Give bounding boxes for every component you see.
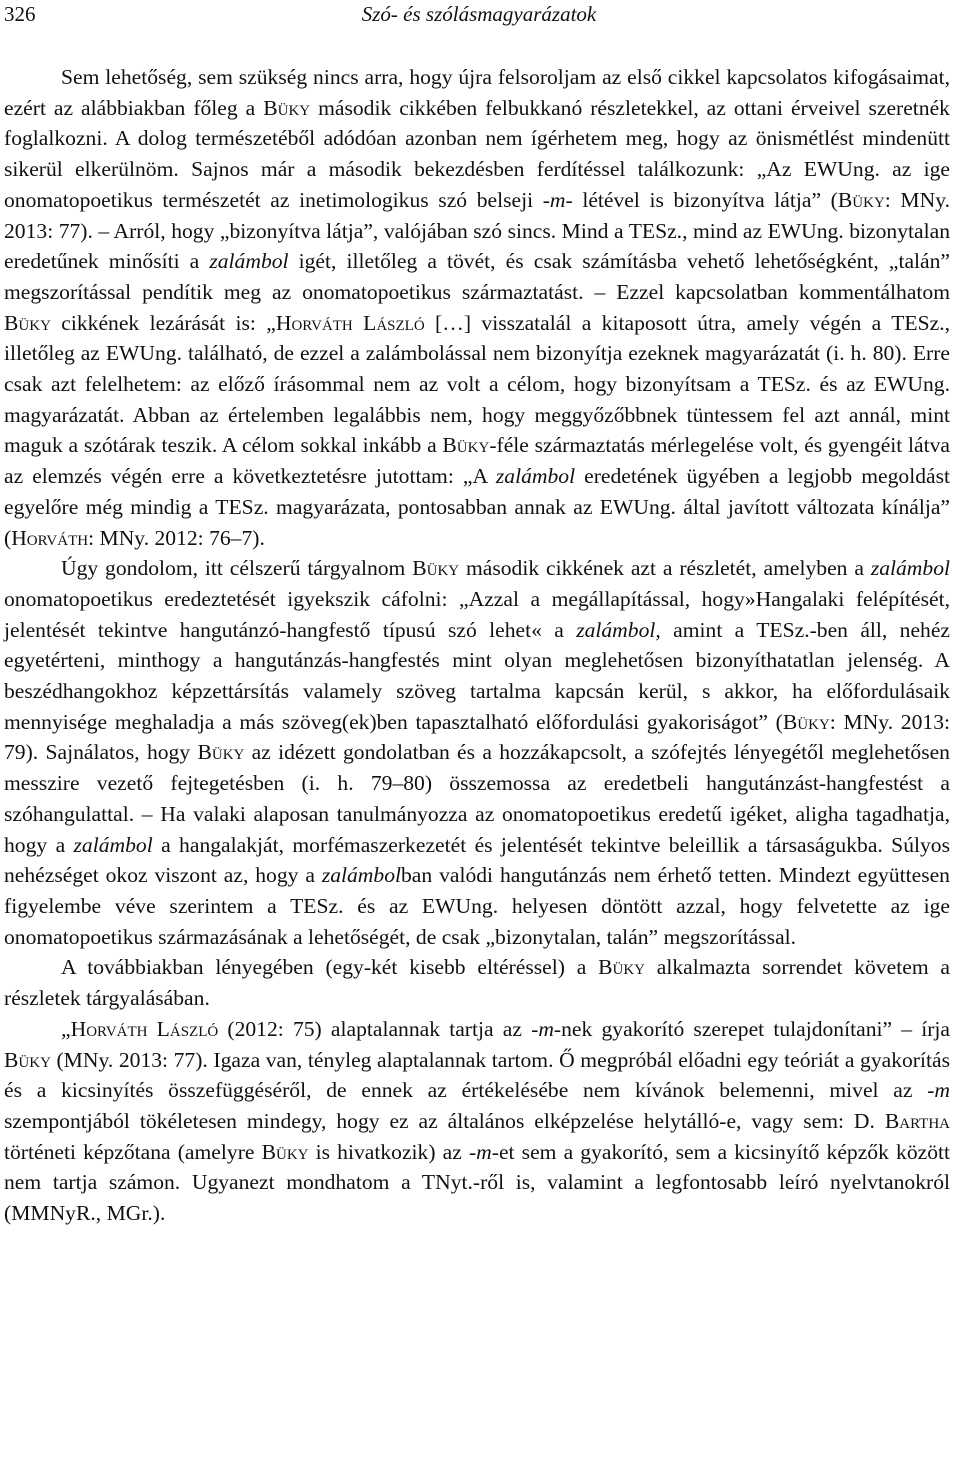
text-run: Úgy gondolom, itt célszerű tárgyalnom [61,556,413,581]
italic-term: zalámbol, [576,617,661,642]
text-run: -féle származtatás mérlegelése volt, és gyengéit látva az elemzés végén erre a következtetésre jutottam: „A [4,433,950,489]
text-run: második cikkében felbukkanó részletekkel, az ottani érveivel szeretnék foglalkozni. A dolog természetéből adódóan azonban nem ígérhetem meg, hogy az önismétlést mindenütt sikerül elkerülnöm. Sajnos már a második bekezdésben ferdítéssel találkozunk: „Az EWUng. az ige onomatopoetikus természetét az inetimologikus szó belseji [4,95,950,212]
text-run: Sem lehetőség, sem szükség nincs arra, hogy újra felsoroljam az első cikkel kapcsolatos kifogásaimat, ezért az alábbiakban főleg a [4,65,950,120]
italic-term: zalámbol [870,556,950,581]
italic-term: zalámbol [495,464,576,489]
text-run: a hangalakját, morfémaszerkezetét és jelentését tekintve beleillik a társaságukba. Súlyos nehézséget okoz viszont az, hogy a [4,832,950,888]
text-run: „ [61,1016,71,1041]
text-run: szempontjából tökéletesen mindegy, hogy ez az általános elképzelése helytálló-e, vagy sem: D. [4,1108,885,1133]
italic-term: -m [927,1078,950,1103]
text-run: létével is bizonyítva látja” ( [572,187,838,212]
text-run: igét, illetőleg a tövét, és csak számításba vehető lehetőségként, „talán” megszorítással pendítik meg az onomatopoetikus származtatást. – Ezzel kapcsolatban kommentálhatom [4,249,950,304]
author-name: Horváth László [275,310,425,335]
author-name: Büky [197,740,245,765]
author-name: Büky [442,433,490,458]
author-name: Büky [782,709,830,734]
text-run: : MNy. 2013: 77). – Arról, hogy „bizonyítva látja”, valójában szó sincs. Mind a TESz., mind az EWUng. bizonytalan eredetűnek minősíti a [4,187,950,274]
text-run: : MNy. 2012: 76–7). [88,525,265,550]
author-name: Horváth [11,525,89,550]
author-name: Büky [263,95,311,120]
italic-term: -m [531,1016,554,1041]
text-run: -et sem a gyakorító, sem a kicsinyítő képzők között nem tartja számon. Ugyanezt mondhatom a TNyt.-ről is, valamint a legfontosabb leíró nyelvtanokról (MMNyR., MGr.). [4,1139,950,1226]
text-run: amint a TESz.-ben áll, nehéz egyetérteni, minthogy a hangutánzás-hangfestés mint olyan meglehetősen bizonyíthatatlan jelenség. A beszédhangokhoz képzettársítás valamely szöveg tartalma kapcsán kerül, s akkor, ha előfordulásaik mennyisége meghaladja a más szöveg(ek)ben tapasztalható előfordulási gyakoriságot” ( [4,617,950,734]
italic-term: zalámbol [209,249,289,274]
author-name: Bartha [884,1108,950,1133]
text-run: az idézett gondolatban és a hozzákapcsolt, a szófejtés lényegétől meglehetősen messzire vezető fejtegetésben (i. h. 79–80) összemossa az eredetbeli hangutánzást-hangfestést a szóhangulattal. – Ha valaki alaposan tanulmányozza az onomatopoetikus eredetű igéket, aligha tagadhatja, hogy a [4,740,950,857]
text-run: (MNy. 2013: 77). Igaza van, tényleg alaptalannak tartom. Ő megpróbál előadni egy teóriát a gyakorítás és a kicsinyítés összefüggéséről, de ennek az értékelésébe nem kívánok belemenni, mivel az [4,1047,950,1103]
paragraph [4,553,950,952]
text-run: második cikkének azt a részletét, amelyben a [459,556,871,581]
paragraph [4,952,950,1013]
text-run: (2012: 75) alaptalannak tartja az [218,1016,532,1041]
author-name: Büky [4,310,51,335]
italic-term: -m- [542,187,573,212]
author-name: Büky [4,1047,51,1072]
text-run: onomatopoetikus eredeztetését igyekszik cáfolni: „Azzal a megállapítással, hogy»Hangalaki felépítését, jelentését tekintve hangutánzó-hangfestő típusú szó lehet« a [4,586,950,642]
author-name: Büky [412,556,460,581]
text-run: A továbbiakban lényegében (egy-két kisebb eltéréssel) a [61,955,599,980]
italic-term: -m [468,1139,492,1164]
paragraph [4,1014,950,1229]
page-number: 326 [4,2,36,26]
text-run: történeti képzőtana (amelyre [4,1139,262,1164]
text-run: is hivatkozik) az [308,1139,469,1164]
italic-term: zalámbol [321,863,401,888]
text-run: ban valódi hangutánzás nem érhető tetten. Mindezt együttesen figyelembe véve szerintem a TESz. és az EWUng. helyesen döntött azzal, hogy felvetette az ige onomatopoetikus származásának a lehetőségét, de csak „bizonytalan, talán” megszorítással. [4,863,950,949]
text-run: […] visszatalál a kitaposott útra, amely végén a TESz., illetőleg az EWUng. található, de ezzel a zalámbolással nem bizonyítja ezeknek magyarázatát (i. h. 80). Erre csak azt felelhetem: az előző írásommal nem az volt a célom, hogy bizonyítsam a TESz. és az EWUng. magyarázatát. Abban az értelemben legalábbis nem, hogy meggyőzőbbnek tüntessem fel azt annál, mint maguk a szótárak teszik. A célom sokkal inkább a [4,310,951,458]
text-run: alkalmazta sorrendet követem a részletek tárgyalásában. [4,955,950,1011]
paragraph [4,62,950,553]
italic-term: zalámbol [73,832,153,857]
author-name: Büky [261,1139,309,1164]
text-run: eredetének ügyében a legjobb megoldást egyelőre még mindig a TESz. magyarázata, pontosabban annak az EWUng. által javított változata kínálja” ( [4,464,950,550]
text-run: -nek gyakorító szerepet tulajdonítani” – írja [553,1016,951,1041]
running-head: Szó- és szólásmagyarázatok [361,2,597,26]
body-text [4,62,950,1229]
author-name: Büky [598,955,645,980]
page-header [4,2,954,32]
text-run: cikkének lezárását is: „ [50,310,276,335]
text-run: : MNy. 2013: 79). Sajnálatos, hogy [4,709,950,765]
author-name: Büky [837,187,885,212]
author-name: Horváth László [70,1016,219,1041]
